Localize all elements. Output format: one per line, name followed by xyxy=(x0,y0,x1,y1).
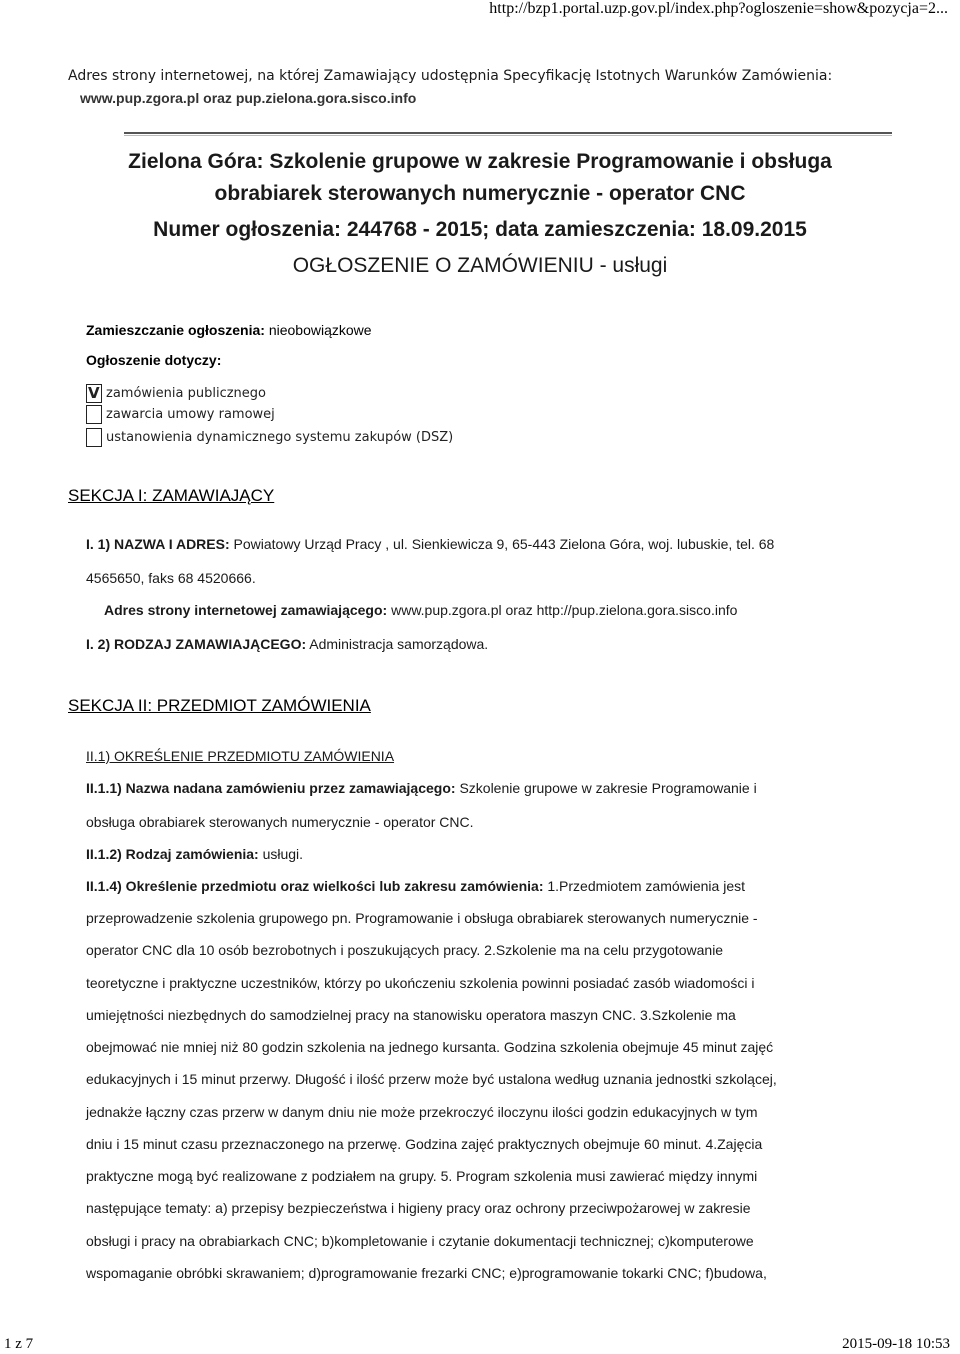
address-value-cont: 4565650, faks 68 4520666. xyxy=(86,570,256,586)
www-label: Adres strony internetowej zamawiającego: xyxy=(104,602,388,618)
placement-value: nieobowiązkowe xyxy=(264,322,372,338)
scope-first-line xyxy=(86,878,745,894)
placement-label: Zamieszczanie ogłoszenia: xyxy=(86,322,265,338)
placement-info xyxy=(86,322,372,338)
scope-line: operator CNC dla 10 osób bezrobotnych i poszukujących pracy. 2.Szkolenie ma na celu przygotowanie xyxy=(86,942,724,958)
scope-line: jednakże łączny czas przerw w danym dniu nie może przekroczyć iloczynu ilości godzin edukacyjnych w tym xyxy=(86,1104,758,1120)
scope-line: wspomaganie obróbki skrawaniem; d)programowanie frezarki CNC; e)programowanie tokarki CNC; f)budowa, xyxy=(86,1265,767,1281)
scope-line: umiejętności niezbędnych do samodzielnej pracy na stanowisku operatora maszyn CNC. 3.Szkolenie ma xyxy=(86,1007,736,1023)
checkbox-checked xyxy=(86,384,102,403)
scope-line: teoretyczne i praktyczne uczestników, którzy po ukończeniu szkolenia powinni posiadać zasób wiadomości i xyxy=(86,975,755,991)
contract-name-label: II.1.1) Nazwa nadana zamówieniu przez zamawiającego: xyxy=(86,780,456,796)
concerns-label: Ogłoszenie dotyczy: xyxy=(86,352,222,368)
scope-value: 1.Przedmiotem zamówienia jest xyxy=(543,878,746,894)
checkbox-unchecked xyxy=(86,405,102,424)
kind-label: II.1.2) Rodzaj zamówienia: xyxy=(86,846,259,862)
scope-line: przeprowadzenie szkolenia grupowego pn. Programowanie i obsługa obrabiarek sterowanych numerycznie - xyxy=(86,910,758,926)
notice-number-line: Numer ogłoszenia: 244768 - 2015; data zamieszczenia: 18.09.2015 xyxy=(153,218,807,241)
authority-type xyxy=(86,636,488,652)
checkbox-unchecked xyxy=(86,428,102,447)
contract-kind xyxy=(86,846,303,862)
option-dsz xyxy=(86,428,453,448)
check-mark: V xyxy=(88,384,100,402)
authority-www xyxy=(104,602,737,618)
address-value: Powiatowy Urząd Pracy , ul. Sienkiewicza 9, 65-443 Zielona Góra, woj. lubuskie, tel. 68 xyxy=(229,536,775,552)
type-label: I. 2) RODZAJ ZAMAWIAJĄCEGO: xyxy=(86,636,307,652)
www-value[interactable]: www.pup.zgora.pl oraz http://pup.zielona.gora.sisco.info xyxy=(387,602,738,618)
print-header-url: http://bzp1.portal.uzp.gov.pl/index.php?ogloszenie=show&pozycja=2... xyxy=(489,0,948,17)
option-label: ustanowienia dynamicznego systemu zakupów (DSZ) xyxy=(106,430,454,445)
option-label: zamówienia publicznego xyxy=(106,386,266,401)
scope-line: obejmować nie mniej niż 80 godzin szkolenia na jednego kursanta. Godzina szkolenia obejmuje 45 minut zajęć xyxy=(86,1039,774,1055)
print-timestamp: 2015-09-18 10:53 xyxy=(842,1336,950,1352)
contract-name-cont: obsługa obrabiarek sterowanych numerycznie - operator CNC. xyxy=(86,814,474,830)
scope-line: praktyczne mogą być realizowane z podziałem na grupy. 5. Program szkolenia musi zawierać między innymi xyxy=(86,1168,758,1184)
page-title-line-2: obrabiarek sterowanych numerycznie - operator CNC xyxy=(214,182,746,205)
contract-name-value: Szkolenie grupowe w zakresie Programowanie i xyxy=(455,780,757,796)
contracting-authority-address xyxy=(86,536,774,552)
kind-value: usługi. xyxy=(258,846,304,862)
page-counter: 1 z 7 xyxy=(4,1336,34,1352)
page-title-line-1: Zielona Góra: Szkolenie grupowe w zakresie Programowanie i obsługa xyxy=(128,150,832,173)
siwz-intro-text: Adres strony internetowej, na której Zamawiający udostępnia Specyfikację Istotnych Warunków Zamówienia: xyxy=(68,68,833,84)
contract-name xyxy=(86,780,757,796)
option-label: zawarcia umowy ramowej xyxy=(106,407,275,422)
subject-subheading: II.1) OKREŚLENIE PRZEDMIOTU ZAMÓWIENIA xyxy=(86,748,395,764)
scope-line: edukacyjnych i 15 minut przerwy. Długość i ilość przerw może być ustalona według uznania jednostki szkolącej, xyxy=(86,1071,777,1087)
scope-line: obsługi i pracy na obrabiarkach CNC; b)kompletowanie i czytanie dokumentacji technicznej; c)komputerowe xyxy=(86,1233,754,1249)
scope-line: następujące tematy: a) przepisy bezpieczeństwa i higieny pracy oraz ochrony przeciwpożarowej w zakresie xyxy=(86,1200,751,1216)
option-public-procurement xyxy=(86,384,266,404)
siwz-links[interactable]: www.pup.zgora.pl oraz pup.zielona.gora.sisco.info xyxy=(80,90,417,106)
scope-line: dniu i 15 minut czasu przeznaczonego na przerwę. Godzina zajęć praktycznych obejmuje 60 minut. 4.Zajęcia xyxy=(86,1136,763,1152)
scope-label: II.1.4) Określenie przedmiotu oraz wielkości lub zakresu zamówienia: xyxy=(86,878,544,894)
option-framework-agreement xyxy=(86,405,275,425)
section-1-heading: SEKCJA I: ZAMAWIAJĄCY xyxy=(68,486,275,505)
type-value: Administracja samorządowa. xyxy=(306,636,489,652)
section-2-heading: SEKCJA II: PRZEDMIOT ZAMÓWIENIA xyxy=(68,696,371,715)
horizontal-rule xyxy=(124,132,892,136)
notice-type: OGŁOSZENIE O ZAMÓWIENIU - usługi xyxy=(292,254,668,277)
address-label: I. 1) NAZWA I ADRES: xyxy=(86,536,230,552)
